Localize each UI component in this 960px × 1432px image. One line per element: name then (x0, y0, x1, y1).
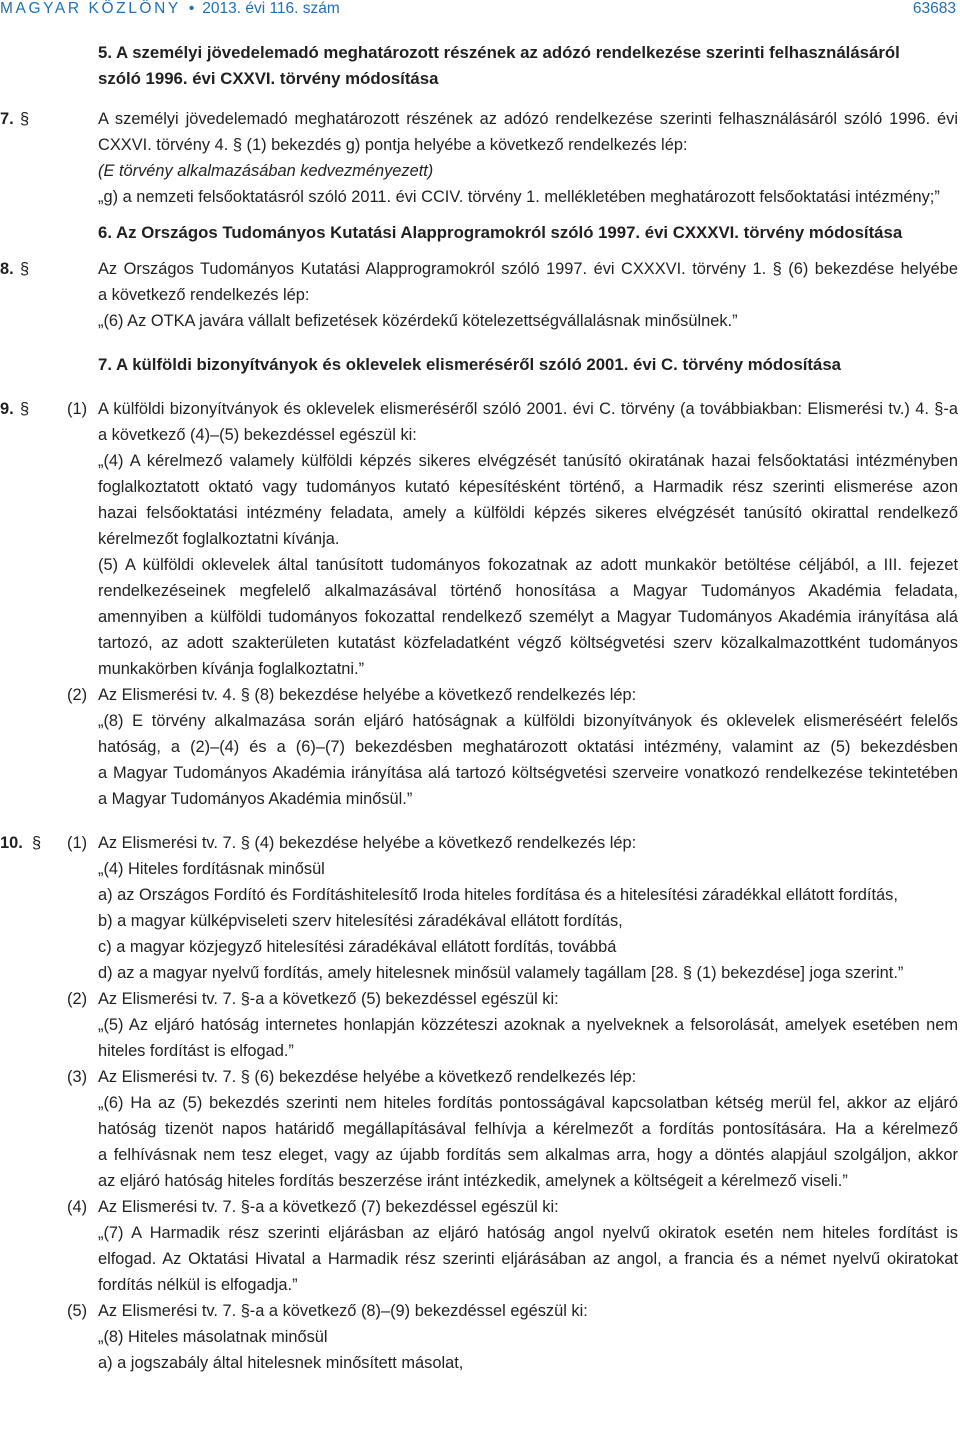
body-text: „(4) Hiteles fordításnak minősül (98, 860, 325, 878)
body-text: a) a jogszabály által hitelesnek minősített másolat, (98, 1354, 464, 1372)
journal-title: MAGYAR KÖZLÖNY (0, 0, 181, 17)
body-text: „(6) Az OTKA javára vállalt befizetések közérdekű kötelezettségvállalásnak minősülnek.” (98, 312, 738, 330)
subsection-number: (4) (67, 1198, 88, 1216)
subsection-number: (3) (67, 1068, 88, 1086)
text-line (0, 1246, 960, 1272)
body-text: A külföldi bizonyítványok és oklevelek elismeréséről szóló 2001. évi C. törvény (a továbbiakban: Elismerési tv.) 4. §-a (98, 400, 958, 418)
body-text: c) a magyar közjegyző hitelesítési záradékával ellátott fordítás, továbbá (98, 938, 617, 956)
text-line (0, 786, 960, 812)
body-text: munkakörben kívánja foglalkoztatni.” (98, 660, 365, 678)
text-line (0, 760, 960, 786)
section-7-title: 7. A külföldi bizonyítványok és oklevelek elismeréséről szóló 2001. évi C. törvény módosítása (98, 355, 842, 374)
body-text: a következő (4)–(5) bekezdéssel egészül ki: (98, 426, 417, 444)
text-line (0, 1350, 960, 1376)
text-line (0, 708, 960, 734)
body-text: Az Elismerési tv. 7. §-a a következő (7) bekezdéssel egészül ki: (98, 1198, 559, 1216)
paragraph-9-line (0, 396, 960, 422)
body-text: „(8) E törvény alkalmazása során eljáró hatóságnak a külföldi bizonyítványok és oklevelek elismeréséért felelős (98, 712, 958, 730)
text-line (0, 960, 960, 986)
paragraph-8-line (0, 256, 960, 282)
text-line (0, 184, 960, 210)
text-line (0, 856, 960, 882)
text-line (0, 1116, 960, 1142)
body-text: a Magyar Tudományos Akadémia minősül.” (98, 790, 413, 808)
subsection-line (0, 682, 960, 708)
body-text: d) az a magyar nyelvű fordítás, amely hitelesnek minősül valamely tagállam [28. § (1) bekezdése] joga szerint.” (98, 964, 904, 982)
subsection-line (0, 1064, 960, 1090)
section-number: 9. (0, 400, 14, 418)
body-text: b) a magyar külképviseleti szerv hitelesítési záradékával ellátott fordítás, (98, 912, 623, 930)
body-text: A személyi jövedelemadó meghatározott részének az adózó rendelkezése szerinti felhasználásáról szóló 1996. évi (98, 110, 958, 128)
body-text: hatóság, a (2)–(4) és a (6)–(7) bekezdésben meghatározott oktatási intézmény, valamint az (5) bekezdésben (98, 738, 958, 756)
body-text: kérelmezőt foglalkoztatni kívánja. (98, 530, 340, 548)
text-line (0, 1038, 960, 1064)
body-text: „(7) A Harmadik rész szerinti eljárásban az eljáró hatóság angol nyelvű okiratok esetén nem hiteles fordítást is (98, 1224, 958, 1242)
body-text: Az Elismerési tv. 7. § (4) bekezdése helyébe a következő rendelkezés lép: (98, 834, 637, 852)
text-line (0, 1012, 960, 1038)
text-line (0, 158, 960, 184)
body-text: az eljáró hatóság hiteles fordítás beszerzése iránt intézkedik, amelynek a költségeit a kérelmező viseli.” (98, 1172, 848, 1190)
text-line (0, 656, 960, 682)
text-line (0, 1168, 960, 1194)
text-line (0, 474, 960, 500)
paragraph-sign: § (20, 400, 30, 418)
text-line (0, 526, 960, 552)
text-line (0, 1142, 960, 1168)
subsection-number: (2) (67, 686, 88, 704)
section-6-title-line (0, 220, 960, 246)
body-text: fordítás nélkül is elfogadja.” (98, 1276, 298, 1294)
body-text: Az Elismerési tv. 7. § (6) bekezdése helyébe a következő rendelkezés lép: (98, 1068, 637, 1086)
running-head (0, 0, 340, 18)
page-header (0, 0, 960, 22)
text-line (0, 1324, 960, 1350)
paragraph-sign: § (32, 834, 42, 852)
body-text: a Magyar Tudományos Akadémia irányítása alá tartozó költségvetési szerveire vonatkozó rendelkezése tekintetében (98, 764, 958, 782)
subsection-line (0, 986, 960, 1012)
subsection-number: (5) (67, 1302, 88, 1320)
paragraph-sign: § (20, 260, 30, 278)
body-text: „(6) Ha az (5) bekezdés szerinti nem hiteles fordítás pontosságával kapcsolatban kétség merül fel, akkor az eljáró (98, 1094, 958, 1112)
text-line (0, 882, 960, 908)
paragraph-10-line (0, 830, 960, 856)
section-number: 10. (0, 834, 23, 852)
section-5-title-cont: szóló 1996. évi CXXVI. törvény módosítása (98, 69, 439, 88)
body-text: foglalkoztatott oktató vagy tudományos kutató képesítésként történő, a Harmadik rész szerinti elismerése azon (98, 478, 958, 496)
page-number: 63683 (912, 0, 956, 17)
text-line (0, 630, 960, 656)
body-text: „(4) A kérelmező valamely külföldi képzés sikeres elvégzését tanúsító okiratának hazai felsőoktatási intézményben (98, 452, 958, 470)
text-line (0, 604, 960, 630)
body-text-italic: (E törvény alkalmazásában kedvezményezett) (98, 162, 434, 180)
text-line (0, 734, 960, 760)
section-5-title: 5. A személyi jövedelemadó meghatározott részének az adózó rendelkezése szerinti felhasználásáról (98, 43, 900, 62)
body-text: „(8) Hiteles másolatnak minősül (98, 1328, 328, 1346)
text-line (0, 308, 960, 334)
text-line (0, 282, 960, 308)
text-line (0, 1272, 960, 1298)
subsection-number: (2) (67, 990, 88, 1008)
text-line (0, 1220, 960, 1246)
body-text: „g) a nemzeti felsőoktatásról szóló 2011. évi CCIV. törvény 1. mellékletében meghatározott felsőoktatási intézmény;” (98, 188, 940, 206)
section-6-title: 6. Az Országos Tudományos Kutatási Alapprogramokról szóló 1997. évi CXXXVI. törvény módosítása (98, 223, 903, 242)
text-line (0, 578, 960, 604)
subsection-number: (1) (67, 400, 88, 418)
body-text: a felhívásnak nem tesz eleget, vagy az újabb fordítás sem alkalmas arra, hogy a döntés alapjául szolgáljon, akkor (98, 1146, 958, 1164)
body-text: rendelkezéseinek megfelelő alkalmazásával történő honosítása a Magyar Tudományos Akadémia feladata, (98, 582, 958, 600)
section-5-title-line-2 (0, 66, 960, 92)
body-text: Az Országos Tudományos Kutatási Alapprogramokról szóló 1997. évi CXXXVI. törvény 1. § (6) bekezdése helyébe (98, 260, 958, 278)
text-line (0, 1090, 960, 1116)
section-number: 8. (0, 260, 14, 278)
body-text: Az Elismerési tv. 7. §-a a következő (8)–(9) bekezdéssel egészül ki: (98, 1302, 588, 1320)
issue-label: 2013. évi 116. szám (202, 0, 340, 17)
body-text: elfogad. Az Oktatási Hivatal a Harmadik rész szerinti eljárásában az angol, a francia és a német nyelvű okiratokat (98, 1250, 958, 1268)
body-text: Az Elismerési tv. 4. § (8) bekezdése helyébe a következő rendelkezés lép: (98, 686, 637, 704)
body-text: „(5) Az eljáró hatóság internetes honlapján közzéteszi azoknak a nyelveknek a felsorolását, amelyek esetében nem (98, 1016, 958, 1034)
body-text: CXXVI. törvény 4. § (1) bekezdés g) pontja helyébe a következő rendelkezés lép: (98, 136, 688, 154)
text-line (0, 500, 960, 526)
body-text: a) az Országos Fordító és Fordításhitelesítő Iroda hiteles fordítása és a hitelesítési záradékkal ellátott fordítás, (98, 886, 898, 904)
section-5-title-line-1 (0, 40, 960, 66)
paragraph-sign: § (20, 110, 30, 128)
subsection-line (0, 1194, 960, 1220)
body-text: Az Elismerési tv. 7. §-a a következő (5) bekezdéssel egészül ki: (98, 990, 559, 1008)
body-text: a következő rendelkezés lép: (98, 286, 310, 304)
header-separator: • (188, 0, 195, 17)
text-line (0, 934, 960, 960)
text-line (0, 132, 960, 158)
text-line (0, 422, 960, 448)
body-text: hatóság tizenöt napos határidő megállapításával felhívja a kérelmezőt a fordítás pontosítására. Ha a kérelmező (98, 1120, 958, 1138)
body-text: (5) A külföldi oklevelek által tanúsított tudományos fokozatnak az adott munkakör betöltése céljából, a III. fejezet (98, 556, 958, 574)
text-line (0, 908, 960, 934)
body-text: hazai felsőoktatási intézmény feladata, amely a külföldi képzés sikeres elvégzését tanúsító okirattal rendelkező (98, 504, 958, 522)
subsection-line (0, 1298, 960, 1324)
subsection-number: (1) (67, 834, 88, 852)
section-number: 7. (0, 110, 14, 128)
body-text: tartozó, az adott szakterületen kutatást közfeladatként végző költségvetési szerv közalkalmazottként tudományos (98, 634, 958, 652)
body-text: hiteles fordítást is elfogad.” (98, 1042, 294, 1060)
paragraph-7-line (0, 106, 960, 132)
section-7-title-line (0, 352, 960, 378)
document-body (0, 40, 960, 1376)
body-text: amennyiben a külföldi tudományos fokozattal rendelkező személyt a Magyar Tudományos Akadémia irányítása alá (98, 608, 958, 626)
text-line (0, 552, 960, 578)
text-line (0, 448, 960, 474)
